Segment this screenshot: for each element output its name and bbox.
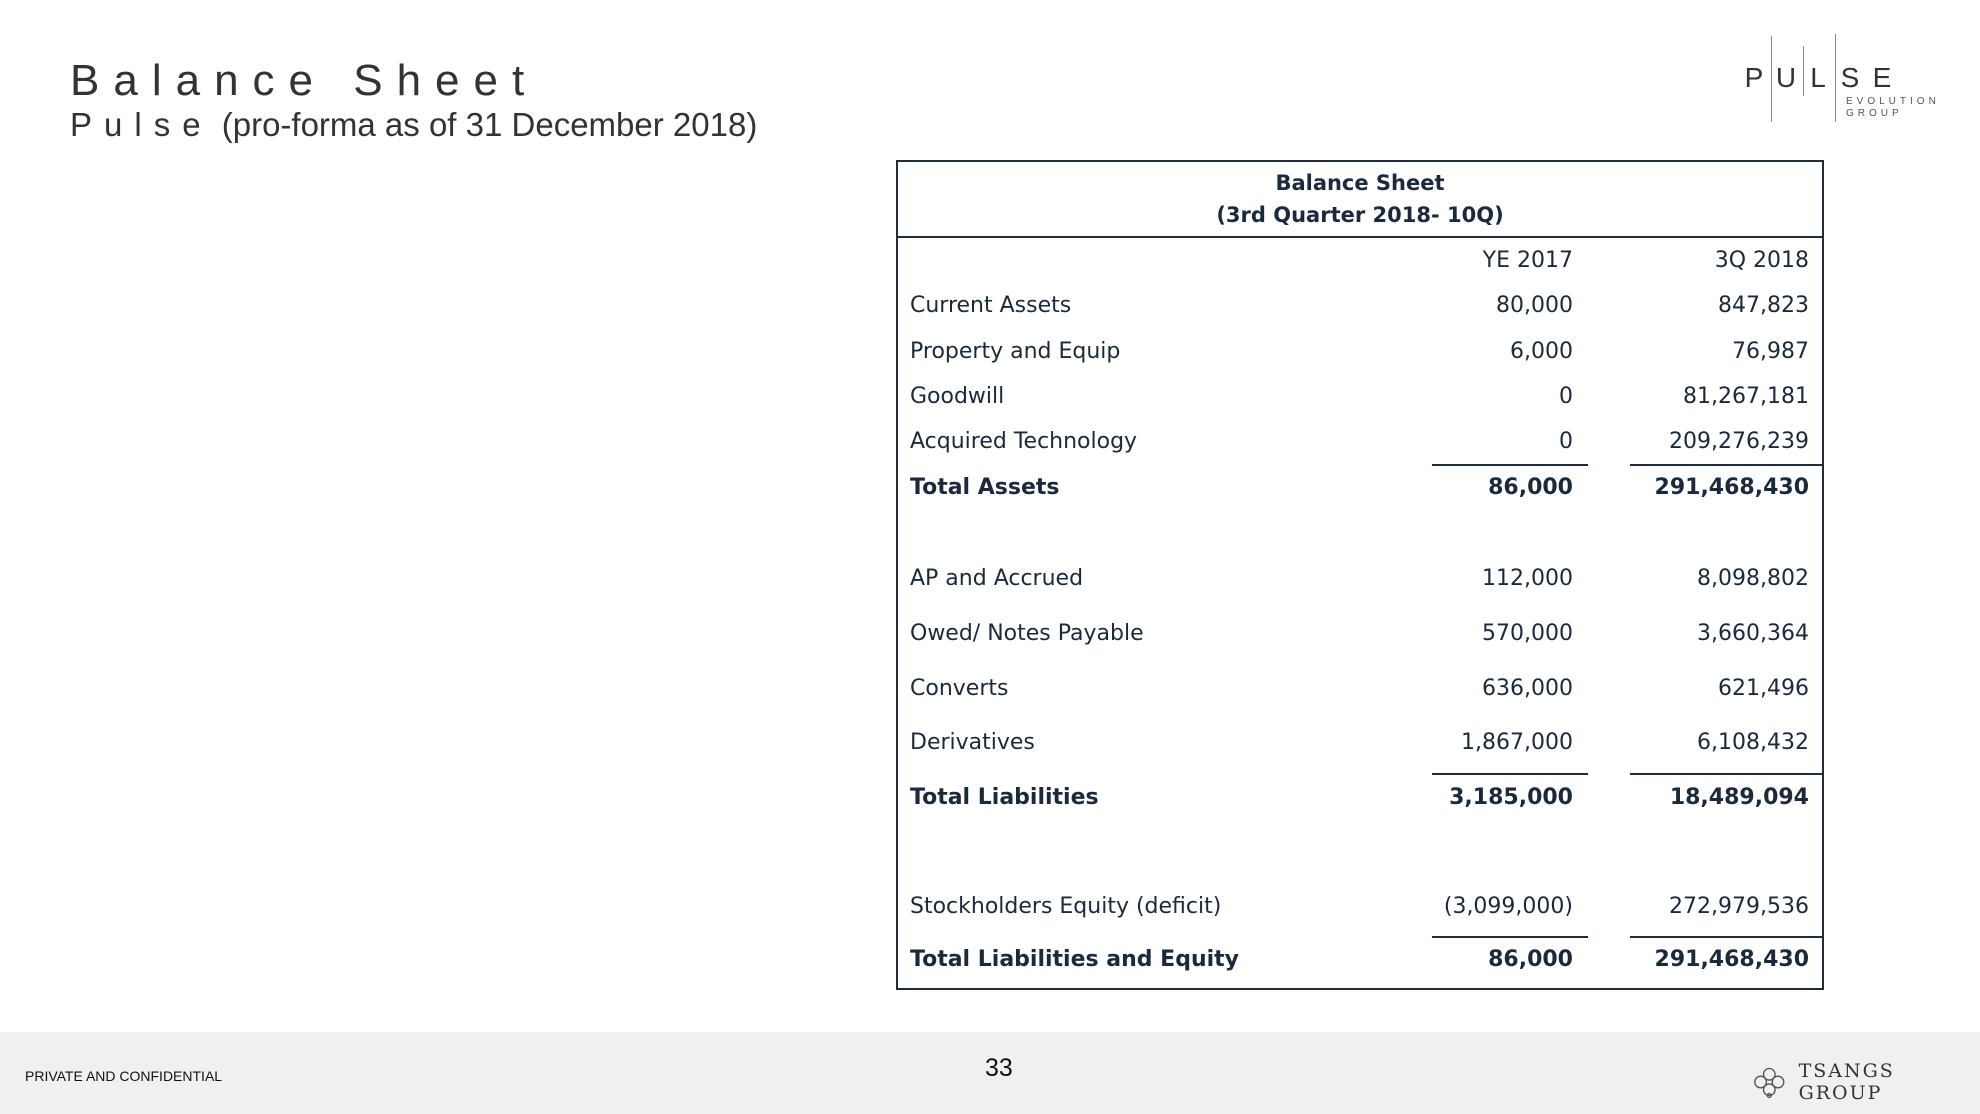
slide-title: Balance Sheet <box>70 56 539 105</box>
subtitle-detail: (pro-forma as of 31 December 2018) <box>212 106 758 143</box>
table-row <box>898 670 1822 710</box>
row-label: Property and Equip <box>910 339 1121 364</box>
tsangs-group-logo <box>1750 1060 1980 1104</box>
slide-footer <box>0 1032 1980 1114</box>
row-value-3q2018: 81,267,181 <box>1683 384 1809 409</box>
column-header-ye2017: YE 2017 <box>1482 248 1573 273</box>
table-title: Balance Sheet <box>1275 171 1445 195</box>
table-row-total <box>898 941 1822 981</box>
row-label: Converts <box>910 676 1009 701</box>
logo-wordmark <box>1738 62 1898 94</box>
row-label: Total Liabilities <box>910 785 1099 810</box>
brand-name: TSANGS GROUP <box>1798 1060 1895 1104</box>
row-value-3q2018: 847,823 <box>1718 293 1809 318</box>
row-label: Total Liabilities and Equity <box>910 947 1240 972</box>
subtotal-rule <box>1630 773 1824 775</box>
row-value-ye2017: 570,000 <box>1482 621 1573 646</box>
row-value-3q2018: 76,987 <box>1732 339 1809 364</box>
tsangs-mark-icon <box>1750 1065 1789 1099</box>
row-value-ye2017: 86,000 <box>1488 947 1573 972</box>
row-value-ye2017: 86,000 <box>1488 475 1573 500</box>
column-header-3q2018: 3Q 2018 <box>1714 248 1809 273</box>
row-value-ye2017: 0 <box>1559 429 1573 454</box>
pulse-evolution-logo <box>1738 34 1953 126</box>
confidential-label: PRIVATE AND CONFIDENTIAL <box>25 1068 223 1084</box>
row-label: Acquired Technology <box>910 429 1138 454</box>
table-row <box>898 423 1822 463</box>
subtotal-rule <box>1630 464 1824 466</box>
column-header-row <box>898 242 1822 282</box>
row-label: Current Assets <box>910 293 1072 318</box>
row-value-3q2018: 18,489,094 <box>1669 785 1809 810</box>
row-value-3q2018: 8,098,802 <box>1697 566 1809 591</box>
row-label: Goodwill <box>910 384 1005 409</box>
row-value-ye2017: (3,099,000) <box>1443 894 1573 919</box>
logo-letter: U <box>1775 62 1797 93</box>
row-label: Owed/ Notes Payable <box>910 621 1144 646</box>
logo-subline-1: EVOLUTION <box>1846 96 1940 107</box>
table-row <box>898 888 1822 928</box>
row-label: Stockholders Equity (deficit) <box>910 894 1222 919</box>
page-number: 33 <box>985 1054 1013 1082</box>
row-value-3q2018: 3,660,364 <box>1697 621 1809 646</box>
logo-letter: S <box>1840 62 1860 93</box>
row-value-3q2018: 272,979,536 <box>1669 894 1809 919</box>
logo-subline-2: GROUP <box>1846 108 1903 119</box>
table-row <box>898 560 1822 600</box>
table-row <box>898 287 1822 327</box>
table-row-total <box>898 469 1822 509</box>
row-value-3q2018: 209,276,239 <box>1669 429 1809 454</box>
table-period: (3rd Quarter 2018- 10Q) <box>1216 203 1504 227</box>
logo-letter: L <box>1810 62 1826 93</box>
table-row <box>898 333 1822 373</box>
row-label: Total Assets <box>910 475 1060 500</box>
subtotal-rule <box>1432 773 1588 775</box>
row-value-ye2017: 80,000 <box>1496 293 1573 318</box>
subtitle-company: Pulse <box>70 106 213 143</box>
logo-letter: P <box>1744 62 1764 93</box>
row-value-3q2018: 6,108,432 <box>1697 730 1809 755</box>
table-row <box>898 615 1822 655</box>
row-value-3q2018: 621,496 <box>1718 676 1809 701</box>
subtotal-rule <box>1432 464 1588 466</box>
row-value-ye2017: 112,000 <box>1482 566 1573 591</box>
row-value-3q2018: 291,468,430 <box>1654 475 1809 500</box>
row-label: AP and Accrued <box>910 566 1084 591</box>
row-value-ye2017: 3,185,000 <box>1449 785 1573 810</box>
balance-sheet-table <box>896 160 1824 990</box>
table-row <box>898 378 1822 418</box>
slide-subtitle <box>70 106 757 144</box>
table-header <box>898 162 1822 238</box>
row-value-ye2017: 6,000 <box>1510 339 1573 364</box>
logo-letter: E <box>1872 62 1892 93</box>
row-value-ye2017: 1,867,000 <box>1461 730 1573 755</box>
row-value-ye2017: 0 <box>1559 384 1573 409</box>
subtotal-rule <box>1630 936 1824 938</box>
table-row <box>898 724 1822 764</box>
table-row-total <box>898 779 1822 819</box>
subtotal-rule <box>1432 936 1588 938</box>
row-value-3q2018: 291,468,430 <box>1654 947 1809 972</box>
row-value-ye2017: 636,000 <box>1482 676 1573 701</box>
row-label: Derivatives <box>910 730 1035 755</box>
